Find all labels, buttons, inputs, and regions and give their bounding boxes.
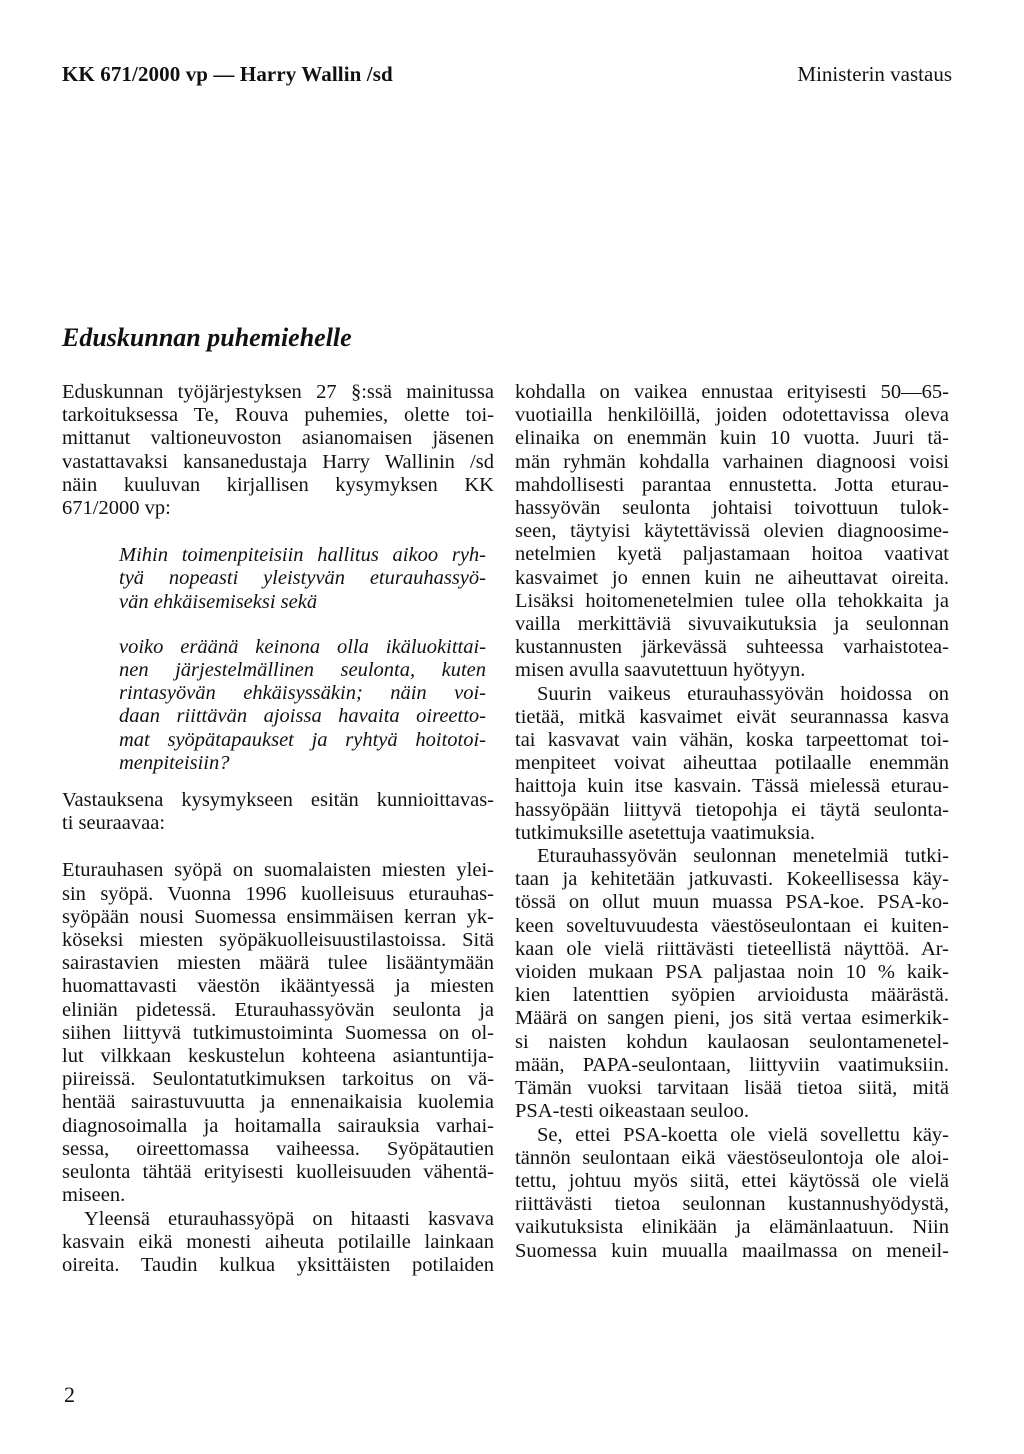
text-line: Eduskunnan työjärjestyksen 27 §:ssä mainitussa — [62, 381, 494, 403]
text-line: Suomessa kuin muualla maailmassa on meneil- — [515, 1239, 949, 1262]
text-line: menpiteet voivat aiheuttaa potilaalle enemmän — [515, 752, 949, 775]
text-line: si naisten kohdun kaulaosan seulontamenetel- — [515, 1030, 949, 1053]
text-line: kien latenttien syöpien arvioidusta määrästä. — [515, 984, 949, 1007]
text-line: vailla merkittäviä sivuvaikutuksia ja seulonnan — [515, 613, 949, 636]
text-line: voiko eräänä keinona olla ikäluokittai- — [119, 635, 486, 658]
salutation-heading: Eduskunnan puhemiehelle — [62, 323, 352, 352]
text-line: kasvaimet jo ennen kuin ne aiheuttavat oireita. — [515, 566, 949, 589]
text-line: mittanut valtioneuvoston asianomaisen jäsenen — [62, 427, 494, 450]
text-line: diagnosoimalla ja hoitamalla sairauksia varhai- — [62, 1114, 494, 1137]
text-line: hassyöpään liittyvä tietopohja ei täytä seulonta- — [515, 798, 949, 821]
text-line: huomattavasti väestön ikääntyessä ja miesten — [62, 975, 494, 998]
text-line: sairastavien miesten määrä tulee lisääntymään — [62, 952, 494, 975]
text-line: rintasyövän ehkäisyssäkin; näin voi- — [119, 682, 486, 705]
text-line: tännön seulontaan eikä väestöseulontoja ole aloi- — [515, 1146, 949, 1169]
text-line: PSA-testi oikeastaan seuloo. — [515, 1100, 750, 1123]
text-line: tutkimuksille asetettuja vaatimuksia. — [515, 821, 816, 844]
text-line: riittävästi tietoa seulonnan kustannushyödystä, — [515, 1193, 949, 1216]
text-line: siihen liittyvä tutkimustoiminta Suomessa on ol- — [62, 1021, 494, 1044]
text-line: netelmien kyetä paljastamaan hoitoa vaativat — [515, 543, 949, 566]
text-line: hentää sairastuvuutta ja ennenaikaisia kuolemia — [62, 1091, 494, 1114]
text-line: mään, PAPA-seulontaan, liittyviin vaatimuksiin. — [515, 1053, 949, 1076]
text-line: Vastauksena kysymykseen esitän kunnioittavas- — [62, 789, 494, 812]
text-line: seulonta tähtää erityisesti kuolleisuuden vähentä- — [62, 1161, 494, 1184]
text-line: Eturauhasen syöpä on suomalaisten miesten ylei- — [62, 859, 494, 882]
text-line: seen, täytyisi käytettävissä olevien diagnoosime- — [515, 520, 949, 543]
text-line: tarkoituksessa Te, Rouva puhemies, olette toi- — [62, 404, 494, 427]
text-line: lut vilkkaan keskustelun kohteena asiantuntija- — [62, 1045, 494, 1068]
text-line: Määrä on sangen pieni, jos sitä vertaa esimerkik- — [515, 1007, 949, 1030]
text-line: vän ehkäisemiseksi sekä — [119, 590, 318, 613]
text-line: mat syöpätapaukset ja ryhtyä hoitotoi- — [119, 728, 486, 751]
text-line: tietää, mitkä kasvaimet eivät seurannassa kasva — [515, 705, 949, 728]
text-line: syöpään nousi Suomessa ensimmäisen kerran yk- — [62, 905, 494, 928]
text-line: Se, ettei PSA-koetta ole vielä sovellettu käy- — [537, 1123, 949, 1146]
text-line: daan riittävän ajoissa havaita oireetto- — [119, 705, 486, 728]
text-line: oireita. Taudin kulkua yksittäisten potilaiden — [62, 1253, 494, 1276]
body-paragraph — [515, 381, 949, 683]
text-line: tyä nopeasti yleistyvän eturauhassyö- — [119, 567, 486, 590]
page-header-left: KK 671/2000 vp — Harry Wallin /sd — [62, 62, 393, 86]
text-line: keen soveltuvuudesta väestöseulontaan ei kuiten- — [515, 914, 949, 937]
text-line: nen järjestelmällinen seulonta, kuten — [119, 659, 486, 682]
text-line: elinaika on enemmän kuin 10 vuotta. Juuri tä- — [515, 427, 949, 450]
text-line: Suurin vaikeus eturauhassyövän hoidossa on — [537, 682, 949, 705]
text-line: tettu, johtuu myös siitä, ettei käytössä ole vielä — [515, 1169, 949, 1192]
text-line: sessa, oireettomassa vaiheessa. Syöpätautien — [62, 1137, 494, 1160]
text-line: mahdollisesti parantaa ennustetta. Jotta eturau- — [515, 473, 949, 496]
text-line: Lisäksi hoitomenetelmien tulee olla tehokkaita ja — [515, 589, 949, 612]
text-line: piireissä. Seulontatutkimuksen tarkoitus on vä- — [62, 1068, 494, 1091]
text-line: vuotiailla henkilöillä, joiden odotettavissa oleva — [515, 404, 949, 427]
text-line: vastattavaksi kansanedustaja Harry Wallinin /sd — [62, 450, 494, 473]
body-paragraph — [62, 859, 494, 1207]
text-line: Mihin toimenpiteisiin hallitus aikoo ryh- — [119, 544, 486, 567]
text-line: menpiteisiin? — [119, 751, 230, 774]
text-line: vioiden mukaan PSA paljastaa noin 10 % kaik- — [515, 961, 949, 984]
left-column — [62, 381, 494, 1277]
page-header-right: Ministerin vastaus — [797, 62, 952, 86]
body-paragraph — [62, 1208, 494, 1278]
text-line: kaan ole vielä riittävästi tieteellistä näyttöä. Ar- — [515, 937, 949, 960]
text-line: misen avulla saavutettuun hyötyyn. — [515, 659, 806, 682]
answer-intro-paragraph — [62, 789, 494, 835]
text-line: taan ja kehitetään jatkuvasti. Kokeellisessa käy- — [515, 868, 949, 891]
text-line: ti seuraavaa: — [62, 812, 166, 835]
text-line: köseksi miesten syöpäkuolleisuustilastoissa. Sitä — [62, 929, 494, 952]
text-line: 671/2000 vp: — [62, 497, 171, 520]
text-line: kohdalla on vaikea ennustaa erityisesti 50—65- — [515, 381, 949, 403]
text-line: kasvain eikä monesti aiheuta potilaille lainkaan — [62, 1230, 494, 1253]
intro-paragraph — [62, 381, 494, 520]
text-line: näin kuuluvan kirjallisen kysymyksen KK — [62, 473, 494, 496]
text-line: miseen. — [62, 1184, 126, 1207]
text-line: hassyövän seulonta johtaisi toivottuun tulok- — [515, 497, 949, 520]
text-line: sin syöpä. Vuonna 1996 kuolleisuus eturauhas- — [62, 882, 494, 905]
question-paragraph-1 — [62, 544, 494, 614]
body-paragraph — [515, 845, 949, 1123]
body-paragraph — [515, 683, 949, 845]
text-line: Eturauhassyövän seulonnan menetelmiä tutki- — [537, 845, 949, 868]
text-line: kustannusten järkevässä suhteessa varhaistotea- — [515, 636, 949, 659]
text-line: tössä on ollut muun muassa PSA-koe. PSA-ko- — [515, 891, 949, 914]
text-line: vaikutuksista elinikään ja elämänlaatuun. Niin — [515, 1216, 949, 1239]
question-paragraph-2 — [62, 636, 494, 775]
text-line: Tämän vuoksi tarvitaan lisää tietoa siitä, mitä — [515, 1077, 949, 1100]
page-number: 2 — [64, 1382, 75, 1407]
text-line: Yleensä eturauhassyöpä on hitaasti kasvava — [84, 1207, 494, 1230]
text-line: män ryhmän kohdalla varhainen diagnoosi voisi — [515, 450, 949, 473]
text-line: eliniän pidetessä. Eturauhassyövän seulonta ja — [62, 998, 494, 1021]
body-paragraph — [515, 1124, 949, 1263]
text-line: tai kasvavat vain vähän, koska tarpeettomat toi- — [515, 729, 949, 752]
right-column — [515, 381, 949, 1263]
text-line: haittoja kuin itse kasvain. Tässä mielessä eturau- — [515, 775, 949, 798]
